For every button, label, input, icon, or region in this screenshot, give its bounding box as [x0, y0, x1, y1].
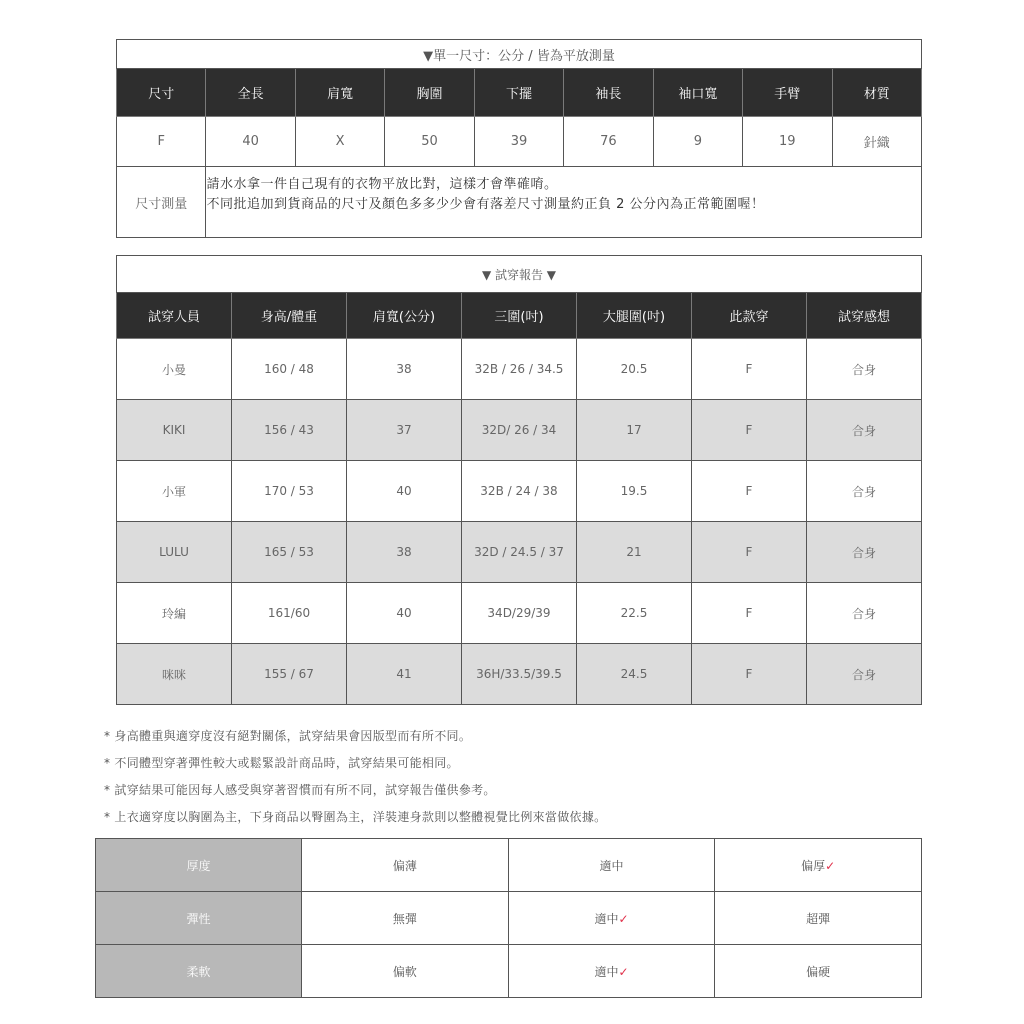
table-cell: F [692, 644, 807, 705]
size-header-cell: 下擺 [474, 69, 563, 117]
size-header-cell: 袖長 [564, 69, 653, 117]
fit-header-cell: 肩寬(公分) [347, 293, 462, 339]
size-value-cell: 50 [385, 117, 474, 167]
fit-report-caption: ▼ 試穿報告 ▼ [117, 256, 922, 293]
table-cell: 40 [347, 583, 462, 644]
size-table-header-row [117, 69, 922, 117]
table-cell: 合身 [807, 522, 922, 583]
size-value-cell: 76 [564, 117, 653, 167]
fit-report-table [116, 255, 922, 705]
table-cell: 小曼 [117, 339, 232, 400]
table-cell: F [692, 339, 807, 400]
size-note-line: 不同批追加到貨商品的尺寸及顏色多多少少會有落差尺寸測量約正負 2 公分內為正常範圍喔！ [206, 197, 765, 212]
fabric-attr-label: 彈性 [96, 892, 302, 945]
size-value-cell: 19 [743, 117, 832, 167]
size-header-cell: 尺寸 [117, 69, 206, 117]
size-table-value-row [117, 117, 922, 167]
table-cell: 32B / 24 / 38 [462, 461, 577, 522]
size-header-cell: 胸圍 [385, 69, 474, 117]
table-cell: F [692, 583, 807, 644]
size-value-cell: 40 [206, 117, 295, 167]
table-row [117, 644, 922, 705]
size-value-cell: F [117, 117, 206, 167]
table-cell: 合身 [807, 583, 922, 644]
fabric-row [96, 839, 922, 892]
table-row [117, 461, 922, 522]
table-cell: 19.5 [577, 461, 692, 522]
fabric-row [96, 892, 922, 945]
fabric-option-cell [508, 945, 715, 998]
table-cell: 合身 [807, 644, 922, 705]
size-table-caption: ▼單一尺寸：公分 / 皆為平放測量 [117, 40, 922, 69]
fabric-option-label: 適中 [594, 911, 619, 926]
fabric-option-cell [302, 892, 509, 945]
table-cell: F [692, 400, 807, 461]
check-mark-icon: ✓ [618, 964, 629, 979]
note-item: * 身高體重與適穿度沒有絕對關係，試穿結果會因版型而有所不同。 [104, 729, 472, 743]
note-item: * 不同體型穿著彈性較大或鬆緊設計商品時，試穿結果可能相同。 [104, 756, 459, 770]
table-cell: 17 [577, 400, 692, 461]
table-cell: 合身 [807, 400, 922, 461]
fit-header-cell: 身高/體重 [232, 293, 347, 339]
fabric-option-label: 無彈 [392, 911, 417, 926]
size-value-cell: 9 [653, 117, 742, 167]
table-cell: 24.5 [577, 644, 692, 705]
fit-notes-list [104, 727, 606, 835]
table-cell: 小軍 [117, 461, 232, 522]
table-cell: 咪咪 [117, 644, 232, 705]
fabric-attr-label: 厚度 [96, 839, 302, 892]
table-row [117, 522, 922, 583]
size-header-cell: 肩寬 [295, 69, 384, 117]
size-value-cell: 39 [474, 117, 563, 167]
fabric-option-cell [508, 839, 715, 892]
table-cell: 41 [347, 644, 462, 705]
size-value-cell: X [295, 117, 384, 167]
table-cell: 160 / 48 [232, 339, 347, 400]
fabric-option-label: 偏厚 [801, 858, 826, 873]
fabric-option-label: 偏薄 [392, 858, 417, 873]
table-cell: 161/60 [232, 583, 347, 644]
table-cell: 36H/33.5/39.5 [462, 644, 577, 705]
size-note-row [117, 167, 922, 238]
fit-header-cell: 大腿圍(吋) [577, 293, 692, 339]
table-cell: 合身 [807, 461, 922, 522]
table-cell: 合身 [807, 339, 922, 400]
size-value-cell: 針織 [832, 117, 922, 167]
table-cell: F [692, 522, 807, 583]
fit-header-cell: 試穿人員 [117, 293, 232, 339]
size-table [116, 39, 922, 238]
size-header-cell: 材質 [832, 69, 922, 117]
size-note-text [206, 167, 922, 238]
table-cell: 155 / 67 [232, 644, 347, 705]
table-row [117, 400, 922, 461]
fabric-option-cell [302, 839, 509, 892]
fabric-option-cell [302, 945, 509, 998]
fabric-attr-label: 柔軟 [96, 945, 302, 998]
fabric-option-label: 適中 [594, 964, 619, 979]
fabric-option-label: 超彈 [806, 911, 831, 926]
table-cell: 21 [577, 522, 692, 583]
table-cell: 165 / 53 [232, 522, 347, 583]
fabric-option-cell [715, 839, 922, 892]
fit-report-header-row [117, 293, 922, 339]
table-row [117, 339, 922, 400]
fit-header-cell: 三圍(吋) [462, 293, 577, 339]
table-row [117, 583, 922, 644]
table-cell: 32B / 26 / 34.5 [462, 339, 577, 400]
table-cell: 38 [347, 522, 462, 583]
table-cell: 38 [347, 339, 462, 400]
table-cell: KIKI [117, 400, 232, 461]
table-cell: 22.5 [577, 583, 692, 644]
fit-header-cell: 試穿感想 [807, 293, 922, 339]
size-header-cell: 手臂 [743, 69, 832, 117]
table-cell: F [692, 461, 807, 522]
note-item: * 上衣適穿度以胸圍為主，下身商品以臀圍為主，洋裝連身款則以整體視覺比例來當做依據。 [104, 810, 607, 824]
fabric-option-cell [715, 945, 922, 998]
fabric-option-label: 適中 [599, 858, 624, 873]
table-cell: 34D/29/39 [462, 583, 577, 644]
fabric-row [96, 945, 922, 998]
fabric-option-cell [715, 892, 922, 945]
table-cell: 156 / 43 [232, 400, 347, 461]
table-cell: 37 [347, 400, 462, 461]
size-header-cell: 全長 [206, 69, 295, 117]
size-note-label: 尺寸測量 [117, 167, 206, 238]
table-cell: 40 [347, 461, 462, 522]
fabric-option-label: 偏軟 [392, 964, 417, 979]
note-item: * 試穿結果可能因每人感受與穿著習慣而有所不同，試穿報告僅供參考。 [104, 783, 496, 797]
fabric-feel-table [95, 838, 922, 998]
size-note-line: 請水水拿一件自己現有的衣物平放比對，這樣才會準確唷。 [206, 177, 558, 192]
table-cell: 20.5 [577, 339, 692, 400]
table-cell: 170 / 53 [232, 461, 347, 522]
table-cell: 32D/ 26 / 34 [462, 400, 577, 461]
check-mark-icon: ✓ [825, 858, 836, 873]
fabric-option-cell [508, 892, 715, 945]
fit-header-cell: 此款穿 [692, 293, 807, 339]
table-cell: 玲編 [117, 583, 232, 644]
size-header-cell: 袖口寬 [653, 69, 742, 117]
table-cell: 32D / 24.5 / 37 [462, 522, 577, 583]
table-cell: LULU [117, 522, 232, 583]
check-mark-icon: ✓ [618, 911, 629, 926]
fabric-option-label: 偏硬 [806, 964, 831, 979]
